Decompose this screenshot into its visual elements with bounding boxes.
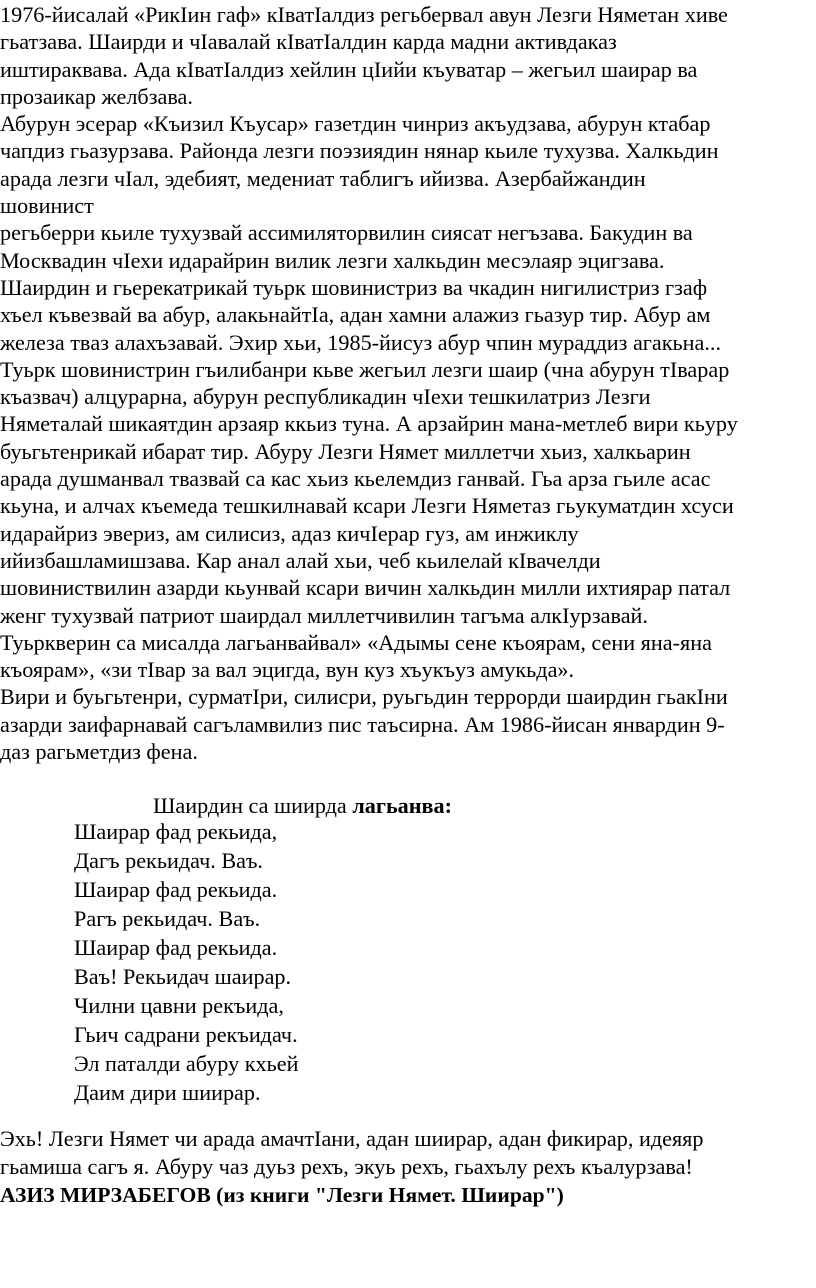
poem-line: Чилни цавни рекъида,: [74, 993, 284, 1018]
poem-line: Шаирар фад рекьида.: [74, 935, 278, 960]
text-line: къоярам», «зи тIвар за вал эцигда, вун куз хъукъуз амукьда».: [0, 657, 575, 683]
text-line: хъел къвезвай ва абур, алакьнайтIа, адан хамни алажиз гьазур тир. Абур ам: [0, 302, 711, 328]
text-line: Няметалай шикаятдин арзаяр ккьиз туна. А арзайрин мана-метлеб вири кьуру: [0, 411, 738, 437]
text-line: даз рагьметдиз фена.: [0, 739, 198, 765]
text-line: кьуна, и алчах къемеда тешкилнавай ксари Лезги Няметаз гьукуматдин хсуси: [0, 493, 734, 519]
text-line: шовинист: [0, 193, 94, 219]
text-line: гьамиша сагъ я. Абуру чаз дуьз рехъ, экуь рехъ, гьахълу рехъ къалурзава!: [0, 1154, 693, 1179]
text-line: Эхь! Лезги Нямет чи арада амачтIани, адан шиирар, адан фикирар, идеяяр: [0, 1126, 704, 1151]
text-line: Вири и буьгьтенри, сурматIри, силисри, руьгьдин террорди шаирдин гьакIни: [0, 684, 728, 710]
text-line: ийизбашламишзава. Кар анал алай хьи, чеб кьилелай кIвачелди: [0, 547, 601, 573]
text-line: железа твaз алахъзавай. Эхир хьи, 1985-йисуз абур чпин мураддиз агакьна...: [0, 329, 722, 355]
poem-line: Даим дири шиирар.: [74, 1080, 261, 1105]
text-line: шовиниствилин азарди кьунвай ксари вичин халкьдин милли ихтиярар патал: [0, 575, 731, 601]
poem-intro-text: Шаирдин са шиирда: [153, 793, 353, 818]
closing-paragraph: [0, 1125, 816, 1181]
text-line: Москвадин чIехи идарайрин вилик лезги халкьдин месэлаяр эцигзава.: [0, 247, 665, 273]
text-line: гьатзава. Шаирди и чIавалай кIватIалдин карда мадни активдаказ: [0, 29, 617, 55]
text-line: къазвач) алцурарна, абурун республикадин чIехи тешкилатриз Лезги: [0, 384, 651, 410]
poem-line: Шаирар фад рекьида,: [74, 819, 278, 844]
text-line: иштираквава. Ада кIватIалдиз хейлин цIийи къуватар – жегьил шаирар ва: [0, 56, 698, 82]
poem: [74, 817, 298, 1107]
text-line: чапдиз гьазурзава. Районда лезги поэзиядин нянар кьиле тухузва. Халкьдин: [0, 138, 719, 164]
poem-intro: [153, 792, 452, 819]
text-line: Абурун эсерар «Къизил Къусар» газетдин чинриз акъудзава, абурун ктабар: [0, 111, 711, 137]
body-text: [0, 1, 816, 765]
poem-line: Шаирар фад рекьида.: [74, 877, 278, 902]
text-line: Туьркверин са мисалда лагьанвайвал» «Адымы сене къоярам, сени яна-яна: [0, 629, 712, 655]
poem-intro-bold: лагьанва:: [352, 793, 453, 818]
author-signature: АЗИЗ МИРЗАБЕГОВ (из книги "Лезги Нямет. Шиирар"): [0, 1183, 564, 1207]
text-line: идарайриз эвериз, ам силисиз, адаз кичIерар гуз, ам инжиклу: [0, 520, 579, 546]
text-line: регьберри кьиле тухузвай ассимиляторвилин сиясат негъзава. Бакудин ва: [0, 220, 693, 246]
text-line: женг тухузвай патриот шаирдал миллетчивилин тагъма алкIурзавай.: [0, 602, 648, 628]
poem-line: Гьич садрани рекъидач.: [74, 1022, 298, 1047]
text-line: арада душманвал твазвай са кас хьиз кьелемдиз ганвай. Гьа арза гьиле асас: [0, 466, 711, 492]
poem-line: Ваъ! Рекьидач шаирар.: [74, 964, 292, 989]
text-line: азарди заифарнавай сагъламвилиз пис таъсирна. Ам 1986-йисан январдин 9-: [0, 711, 725, 737]
text-line: Шаирдин и гьерекатрикай туьрк шовинистриз ва чкадин нигилистриз гзаф: [0, 274, 708, 300]
text-line: Туьрк шовинистрин гъилибанри кьве жегьил лезги шаир (чна абурун тIварар: [0, 356, 730, 382]
text-line: прозаикар желбзава.: [0, 83, 193, 109]
text-line: буьгьтенрикай ибарат тир. Абуру Лезги Нямет миллетчи хьиз, халкьарин: [0, 438, 691, 464]
poem-line: Эл паталди абуру кхьей: [74, 1051, 299, 1076]
poem-line: Дагъ рекьидач. Ваъ.: [74, 848, 263, 873]
text-line: арада лезги чIал, эдебият, медениат таблигъ ийизва. Азербайжандин: [0, 165, 646, 191]
poem-line: Рагъ рекьидач. Ваъ.: [74, 906, 261, 931]
text-line: 1976-йисалай «РикIин гаф» кIватIалдиз регьбервал авун Лезги Няметан хиве: [0, 2, 728, 27]
